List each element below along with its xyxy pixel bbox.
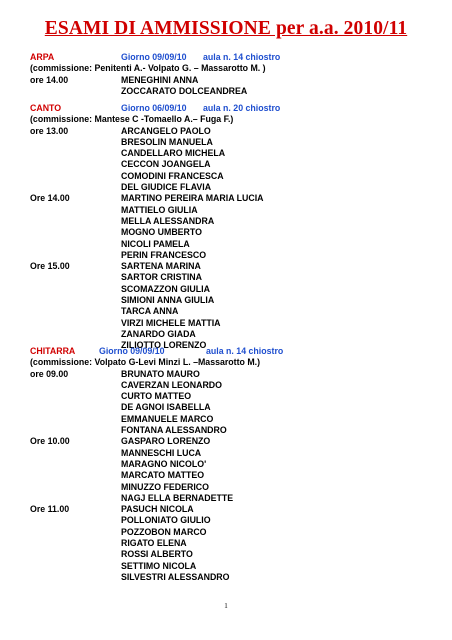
page-title: ESAMI DI AMMISSIONE per a.a. 2010/11 (44, 18, 408, 39)
candidate-name: POZZOBON MARCO (121, 526, 207, 537)
candidate-name: CURTO MATTEO (121, 391, 192, 402)
candidate-row (30, 75, 430, 86)
time-slot: Ore 10.00 (30, 436, 70, 447)
candidate-name: POLLONIATO GIULIO (121, 515, 211, 526)
subject-label: CHITARRA (30, 346, 76, 356)
candidate-row (30, 227, 430, 238)
exam-date: Giorno 09/09/10 (121, 52, 187, 62)
exam-room: aula n. 14 chiostro (206, 346, 284, 356)
candidate-name: SARTOR CRISTINA (121, 272, 202, 283)
candidate-name: MARTINO PEREIRA MARIA LUCIA (121, 193, 264, 204)
time-slot: Ore 14.00 (30, 193, 70, 204)
candidate-name: SILVESTRI ALESSANDRO (121, 571, 230, 582)
candidate-name: CECCON JOANGELA (121, 159, 211, 170)
section-header (30, 52, 430, 63)
candidate-row (30, 182, 430, 193)
candidate-row (30, 159, 430, 170)
candidate-row (30, 572, 430, 583)
candidate-list (30, 75, 430, 98)
candidate-row (30, 459, 430, 470)
candidate-row (30, 527, 430, 538)
candidate-row (30, 272, 430, 283)
time-slot: ore 13.00 (30, 125, 69, 136)
candidate-name: SARTENA MARINA (121, 261, 201, 272)
candidate-name: MOGNO UMBERTO (121, 227, 202, 238)
subject-label: ARPA (30, 52, 55, 62)
candidate-row (30, 216, 430, 227)
section-header (30, 346, 430, 357)
candidate-name: ZANARDO GIADA (121, 328, 196, 339)
section-header (30, 103, 430, 114)
candidate-name: MENEGHINI ANNA (121, 74, 199, 85)
exam-date: Giorno 09/09/10 (99, 346, 165, 356)
candidate-row (30, 549, 430, 560)
candidate-row (30, 329, 430, 340)
candidate-name: PERIN FRANCESCO (121, 249, 207, 260)
candidate-list (30, 369, 430, 584)
candidate-row (30, 369, 430, 380)
commission-line: (commissione: Penitenti A.- Volpato G. – Massarotto M. ) (30, 63, 266, 74)
exam-date: Giorno 06/09/10 (121, 103, 187, 113)
candidate-name: CANDELLARO MICHELA (121, 148, 226, 159)
candidate-name: MATTIELO GIULIA (121, 204, 198, 215)
candidate-row (30, 295, 430, 306)
commission-line: (commissione: Mantese C -Tomaello A.– Fuga F.) (30, 114, 234, 125)
candidate-row (30, 137, 430, 148)
candidate-name: PASUCH NICOLA (121, 504, 194, 515)
candidate-name: MARAGNO NICOLO' (121, 458, 207, 469)
candidate-row (30, 538, 430, 549)
candidate-row (30, 391, 430, 402)
candidate-row (30, 561, 430, 572)
time-slot: ore 09.00 (30, 368, 69, 379)
commission-line: (commissione: Volpato G-Levi Minzi L. –Massarotto M.) (30, 357, 261, 368)
candidate-row (30, 193, 430, 204)
candidate-row (30, 239, 430, 250)
subject-label: CANTO (30, 103, 62, 113)
exam-room: aula n. 14 chiostro (203, 52, 281, 62)
candidate-name: TARCA ANNA (121, 306, 179, 317)
candidate-row (30, 306, 430, 317)
candidate-name: ARCANGELO PAOLO (121, 125, 211, 136)
candidate-name: ZOCCARATO DOLCEANDREA (121, 85, 248, 96)
time-slot: ore 14.00 (30, 74, 69, 85)
candidate-row (30, 126, 430, 137)
candidate-name: NICOLI PAMELA (121, 238, 190, 249)
time-slot: Ore 11.00 (30, 504, 70, 515)
candidate-name: RIGATO ELENA (121, 538, 187, 549)
candidate-name: VIRZI MICHELE MATTIA (121, 317, 221, 328)
candidate-row (30, 148, 430, 159)
candidate-row (30, 284, 430, 295)
candidate-row (30, 205, 430, 216)
candidate-name: FONTANA ALESSANDRO (121, 425, 227, 436)
candidate-row (30, 515, 430, 526)
candidate-row (30, 414, 430, 425)
candidate-row (30, 436, 430, 447)
candidate-name: NAGJ ELLA BERNADETTE (121, 492, 234, 503)
candidate-row (30, 318, 430, 329)
candidate-name: EMMANUELE MARCO (121, 413, 214, 424)
candidate-name: ZILIOTTO LORENZO (121, 340, 207, 351)
candidate-name: ROSSI ALBERTO (121, 549, 193, 560)
candidate-row (30, 250, 430, 261)
section-arpa (30, 52, 430, 97)
candidate-row (30, 448, 430, 459)
candidate-row (30, 171, 430, 182)
candidate-row (30, 380, 430, 391)
candidate-name: MANNESCHI LUCA (121, 447, 202, 458)
page-number: 1 (224, 602, 228, 610)
candidate-row (30, 482, 430, 493)
candidate-row (30, 261, 430, 272)
candidate-name: CAVERZAN LEONARDO (121, 379, 223, 390)
candidate-name: DEL GIUDICE FLAVIA (121, 182, 212, 193)
candidate-name: COMODINI FRANCESCA (121, 170, 224, 181)
candidate-row (30, 470, 430, 481)
section-chitarra (30, 346, 430, 583)
candidate-name: SETTIMO NICOLA (121, 560, 197, 571)
candidate-name: SIMIONI ANNA GIULIA (121, 295, 215, 306)
candidate-name: DE AGNOI ISABELLA (121, 402, 211, 413)
candidate-row (30, 86, 430, 97)
candidate-name: GASPARO LORENZO (121, 436, 211, 447)
time-slot: Ore 15.00 (30, 261, 70, 272)
candidate-name: BRESOLIN MANUELA (121, 136, 213, 147)
candidate-name: MELLA ALESSANDRA (121, 215, 215, 226)
section-canto (30, 103, 430, 352)
candidate-name: MARCATO MATTEO (121, 470, 205, 481)
exam-room: aula n. 20 chiostro (203, 103, 281, 113)
candidate-row (30, 493, 430, 504)
candidate-name: MINUZZO FEDERICO (121, 481, 209, 492)
candidate-row (30, 425, 430, 436)
candidate-list (30, 126, 430, 352)
candidate-row (30, 504, 430, 515)
candidate-name: BRUNATO MAURO (121, 368, 200, 379)
candidate-row (30, 402, 430, 413)
candidate-name: SCOMAZZON GIULIA (121, 283, 210, 294)
